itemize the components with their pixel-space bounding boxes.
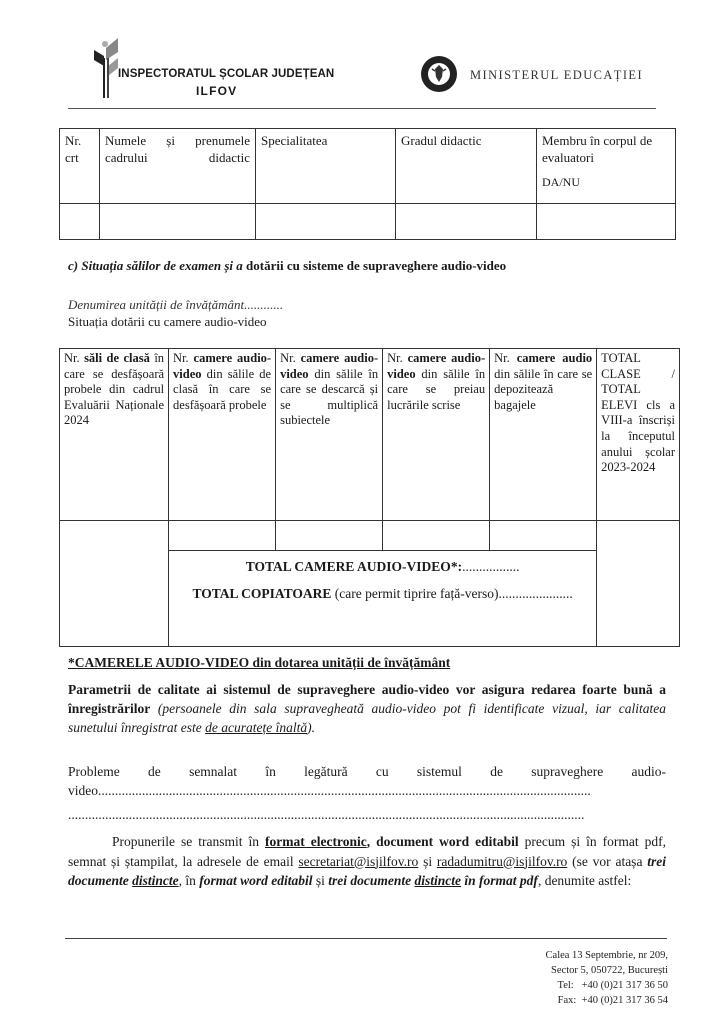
government-crest-icon	[420, 55, 458, 93]
header-evaluator-member: Membru în corpul de evaluatori DA/NU	[537, 129, 676, 204]
header-cameras-download-rooms: Nr. camere audio-video din sălile în care se descarcă și se multiplică subiectele	[276, 349, 383, 521]
footer-divider	[65, 938, 667, 939]
cell-cameras-collection-rooms[interactable]	[383, 521, 490, 551]
header-name: Numele și prenumele cadrului didactic	[100, 129, 256, 204]
cell-name[interactable]	[100, 204, 256, 240]
school-unit-name-field: Denumirea unității de învățământ............	[68, 297, 284, 312]
audio-video-equipment-table	[59, 348, 680, 647]
quality-parameters-paragraph: Parametrii de calitate ai sistemul de supraveghere audio-video vor asigura redarea foarte bună a înregistrărilor (persoanele din sala supravegheată audio-video pot fi identificate vizual, iar calitatea sunetului înregistrat este de acuratețe înaltă).	[68, 682, 666, 735]
header-degree: Gradul didactic	[396, 129, 537, 204]
totals-cell	[169, 551, 597, 647]
total-cameras-line: TOTAL CAMERE AUDIO-VIDEO*:.................	[245, 559, 520, 574]
fax-number: Fax: +40 (0)21 317 36 54	[557, 995, 668, 1006]
total-copiers-line: TOTAL COPIATOARE (care permit tiprire față-verso)......................	[192, 585, 573, 601]
cell-evaluator-member[interactable]	[537, 204, 676, 240]
header-divider	[68, 108, 656, 109]
email-link-radadumitru[interactable]: radadumitru@isjilfov.ro	[436, 853, 568, 869]
isj-county-name: ILFOV	[196, 84, 238, 98]
cell-degree[interactable]	[396, 204, 537, 240]
cell-total-classes-students[interactable]	[597, 521, 680, 647]
isj-ilfov-logo-icon	[92, 36, 124, 98]
header-classrooms: Nr. săli de clasă în care se desfășoară probele din cadrul Evaluării Naționale 2024	[60, 349, 169, 521]
footer-contact	[546, 948, 668, 1008]
cell-nr-crt[interactable]	[60, 204, 100, 240]
header-specialty: Specialitatea	[256, 129, 396, 204]
header-cameras-collection-rooms: Nr. camere audio-video din sălile în care se preiau lucrările scrise	[383, 349, 490, 521]
isj-org-name: INSPECTORATUL ȘCOLAR JUDEȚEAN	[118, 68, 335, 80]
table-row	[60, 204, 676, 240]
header-nr-crt: Nr. crt	[60, 129, 100, 204]
ministry-name: MINISTERUL EDUCAȚIEI	[470, 68, 644, 82]
cell-classrooms[interactable]	[60, 521, 169, 647]
teachers-table	[59, 128, 676, 240]
problems-input-line-2[interactable]: .........................................................................................................................................................	[68, 807, 585, 822]
cameras-note-title: *CAMERELE AUDIO-VIDEO din dotarea unității de învățământ	[68, 655, 451, 670]
cell-specialty[interactable]	[256, 204, 396, 240]
header-cameras-exam-rooms: Nr. camere audio-video din sălile de clasă în care se desfășoară probele	[169, 349, 276, 521]
cell-cameras-download-rooms[interactable]	[276, 521, 383, 551]
letterhead	[0, 0, 724, 112]
table-row	[60, 521, 680, 551]
phone-number: Tel: +40 (0)21 317 36 50	[557, 980, 668, 991]
cell-cameras-exam-rooms[interactable]	[169, 521, 276, 551]
header-audio-baggage-rooms: Nr. camere audio din sălile în care se depozitează bagajele	[490, 349, 597, 521]
table-header-row	[60, 349, 680, 521]
problems-label: Probleme de semnalat în legătură cu sistemul de supraveghere audio-	[68, 764, 666, 779]
address-line-1: Calea 13 Septembrie, nr 209,	[545, 950, 668, 961]
submission-instructions-paragraph: Propunerile se transmit în format electronic, document word editabil precum și în format pdf, semnat și ștampilat, la adresele de email secretariat@isjilfov.ro și radadumitru@isjilfov.ro (se vor atașa trei documente distincte, în format word editabil și trei documente distincte în format pdf, denumite astfel:	[68, 834, 667, 888]
table-header-row	[60, 129, 676, 204]
header-total-classes-students: TOTAL CLASE / TOTAL ELEVI cls a VIII-a înscriși la începutul anului școlar 2023-2024	[597, 349, 680, 521]
address-line-2: Sector 5, 050722, București	[551, 965, 668, 976]
equipment-status-label: Situația dotării cu camere audio-video	[68, 314, 267, 329]
email-link-secretariat[interactable]: secretariat@isjilfov.ro	[298, 853, 419, 869]
cell-audio-baggage-rooms[interactable]	[490, 521, 597, 551]
yes-no-note: DA/NU	[542, 175, 580, 189]
problems-input-line-1[interactable]: video..................................................................................................................................................	[68, 783, 591, 798]
section-c-heading: c) Situația sălilor de examen și a dotării cu sisteme de supraveghere audio-video	[68, 258, 507, 273]
